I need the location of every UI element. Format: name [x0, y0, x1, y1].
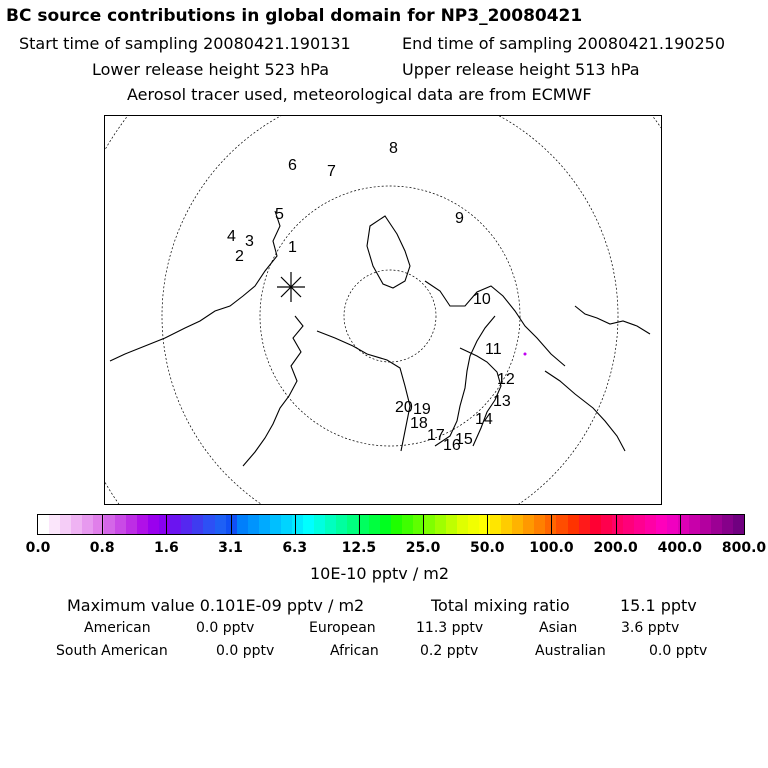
- colorbar-swatch: [148, 515, 159, 534]
- scandinavia-coast: [110, 211, 280, 361]
- track-label: 4: [227, 228, 236, 245]
- total-mixing-label: Total mixing ratio: [431, 596, 570, 615]
- track-label: 20: [395, 399, 413, 416]
- colorbar-separator: [295, 515, 296, 534]
- colorbar-swatch: [700, 515, 711, 534]
- end-time-label: End time of sampling 20080421.190250: [402, 34, 725, 53]
- track-label: 15: [455, 431, 473, 448]
- colorbar-swatch: [590, 515, 601, 534]
- siberia-coast: [317, 331, 410, 451]
- colorbar-tick-label: 6.3: [282, 540, 308, 556]
- track-label: 10: [473, 291, 491, 308]
- colorbar-swatch: [534, 515, 545, 534]
- colorbar-separator: [551, 515, 552, 534]
- track-label: 3: [245, 233, 254, 250]
- colorbar-swatch: [314, 515, 325, 534]
- colorbar-swatch: [623, 515, 634, 534]
- colorbar-swatch: [215, 515, 226, 534]
- colorbar-swatch: [689, 515, 700, 534]
- region-european-value: 11.3 pptv: [416, 620, 484, 636]
- colorbar-swatch: [181, 515, 192, 534]
- map-canvas: [105, 116, 662, 505]
- colorbar-swatch: [579, 515, 590, 534]
- colorbar-swatch: [711, 515, 722, 534]
- colorbar-swatch: [104, 515, 115, 534]
- colorbar-swatch: [281, 515, 292, 534]
- latitude-circle-60: [162, 116, 618, 505]
- track-label: 19: [413, 401, 431, 418]
- colorbar-swatch: [325, 515, 336, 534]
- coastlines: [110, 211, 650, 466]
- colorbar-swatch: [270, 515, 281, 534]
- colorbar-tick-label: 200.0: [593, 540, 638, 556]
- colorbar-swatch: [601, 515, 612, 534]
- colorbar-tick-label: 12.5: [341, 540, 377, 556]
- colorbar-swatch: [380, 515, 391, 534]
- graticule-lines: [105, 116, 662, 505]
- colorbar-separator: [359, 515, 360, 534]
- colorbar-separator: [487, 515, 488, 534]
- lower-release-height-label: Lower release height 523 hPa: [92, 60, 330, 79]
- colorbar-separator: [166, 515, 167, 534]
- track-label: 13: [493, 393, 511, 410]
- colorbar-swatch: [369, 515, 380, 534]
- colorbar-swatch: [501, 515, 512, 534]
- track-label: 8: [389, 140, 398, 157]
- colorbar-tick-label: 800.0: [721, 540, 767, 556]
- colorbar-tick-label: 1.6: [153, 540, 179, 556]
- colorbar-swatch: [137, 515, 148, 534]
- track-label: 18: [410, 415, 428, 432]
- track-label: 14: [475, 411, 493, 428]
- purple-speck: [524, 353, 527, 356]
- europe-coast: [243, 316, 303, 466]
- latitude-circle-70: [260, 186, 520, 446]
- region-asian-value: 3.6 pptv: [621, 620, 680, 636]
- region-african-name: African: [330, 643, 379, 659]
- colorbar-swatch: [71, 515, 82, 534]
- colorbar-swatch: [292, 515, 303, 534]
- colorbar-tick-label: 0.8: [89, 540, 115, 556]
- region-australian-value: 0.0 pptv: [649, 643, 708, 659]
- north-pacific-islands: [575, 306, 650, 334]
- colorbar-tick-label: 100.0: [529, 540, 574, 556]
- track-label: 1: [288, 239, 297, 256]
- region-african-value: 0.2 pptv: [420, 643, 479, 659]
- colorbar-swatch: [634, 515, 645, 534]
- region-american-name: American: [84, 620, 151, 636]
- colorbar-swatch: [248, 515, 259, 534]
- colorbar-units: 10E-10 pptv / m2: [310, 564, 450, 583]
- latitude-circle-50: [105, 116, 662, 505]
- colorbar-swatch: [733, 515, 744, 534]
- colorbar-tick-label: 50.0: [469, 540, 505, 556]
- track-label: 16: [443, 437, 461, 454]
- map-title: BC source contributions in global domain for NP3_20080421: [6, 6, 583, 26]
- colorbar-swatch: [303, 515, 314, 534]
- track-label: 6: [288, 157, 297, 174]
- colorbar-swatch: [347, 515, 358, 534]
- colorbar-swatch: [60, 515, 71, 534]
- tracer-info-label: Aerosol tracer used, meteorological data are from ECMWF: [127, 85, 592, 104]
- colorbar-swatch: [523, 515, 534, 534]
- colorbar-swatch: [457, 515, 468, 534]
- colorbar-swatch: [512, 515, 523, 534]
- colorbar-swatch: [391, 515, 402, 534]
- colorbar-separator: [423, 515, 424, 534]
- max-value-label: Maximum value 0.101E-09 pptv / m2: [67, 596, 365, 615]
- track-label: 2: [235, 248, 244, 265]
- region-south-american-value: 0.0 pptv: [216, 643, 275, 659]
- track-label: 5: [275, 206, 284, 223]
- colorbar-separator: [616, 515, 617, 534]
- colorbar-tick-label: 25.0: [405, 540, 441, 556]
- start-time-label: Start time of sampling 20080421.190131: [19, 34, 351, 53]
- colorbar-swatch: [556, 515, 567, 534]
- map-panel: [104, 115, 662, 505]
- colorbar-swatch: [126, 515, 137, 534]
- colorbar-separator: [231, 515, 232, 534]
- colorbar-swatch: [203, 515, 214, 534]
- colorbar-swatch: [192, 515, 203, 534]
- track-label: 9: [455, 210, 464, 227]
- greenland-coast: [367, 216, 410, 288]
- colorbar-swatch: [568, 515, 579, 534]
- release-star-icon: [277, 272, 305, 302]
- track-label: 7: [327, 163, 336, 180]
- region-australian-name: Australian: [535, 643, 606, 659]
- colorbar-swatch: [49, 515, 60, 534]
- colorbar-swatch: [468, 515, 479, 534]
- colorbar-swatch: [336, 515, 347, 534]
- colorbar-tick-label: 0.0: [25, 540, 51, 556]
- colorbar-swatch: [435, 515, 446, 534]
- colorbar-swatch: [479, 515, 490, 534]
- north-america-east-coast: [545, 371, 625, 451]
- colorbar-swatch: [259, 515, 270, 534]
- colorbar-swatch: [490, 515, 501, 534]
- track-label: 11: [485, 341, 502, 358]
- region-european-name: European: [309, 620, 376, 636]
- colorbar-swatch: [38, 515, 49, 534]
- colorbar-swatch: [612, 515, 623, 534]
- colorbar-swatch: [237, 515, 248, 534]
- track-label: 17: [427, 427, 445, 444]
- colorbar-swatch: [446, 515, 457, 534]
- colorbar-swatch: [82, 515, 93, 534]
- colorbar-swatch: [402, 515, 413, 534]
- region-american-value: 0.0 pptv: [196, 620, 255, 636]
- colorbar-swatch: [159, 515, 170, 534]
- total-mixing-value: 15.1 pptv: [620, 596, 697, 615]
- colorbar-separator: [102, 515, 103, 534]
- colorbar: [37, 514, 745, 535]
- colorbar-tick-label: 400.0: [657, 540, 702, 556]
- colorbar-swatch: [722, 515, 733, 534]
- region-south-american-name: South American: [56, 643, 168, 659]
- colorbar-swatch: [667, 515, 678, 534]
- colorbar-swatch: [170, 515, 181, 534]
- colorbar-swatch: [656, 515, 667, 534]
- colorbar-swatch: [424, 515, 435, 534]
- colorbar-swatch: [115, 515, 126, 534]
- colorbar-separator: [680, 515, 681, 534]
- track-label: 12: [497, 371, 515, 388]
- colorbar-tick-label: 3.1: [218, 540, 243, 556]
- colorbar-swatch: [645, 515, 656, 534]
- region-asian-name: Asian: [539, 620, 578, 636]
- upper-release-height-label: Upper release height 513 hPa: [402, 60, 640, 79]
